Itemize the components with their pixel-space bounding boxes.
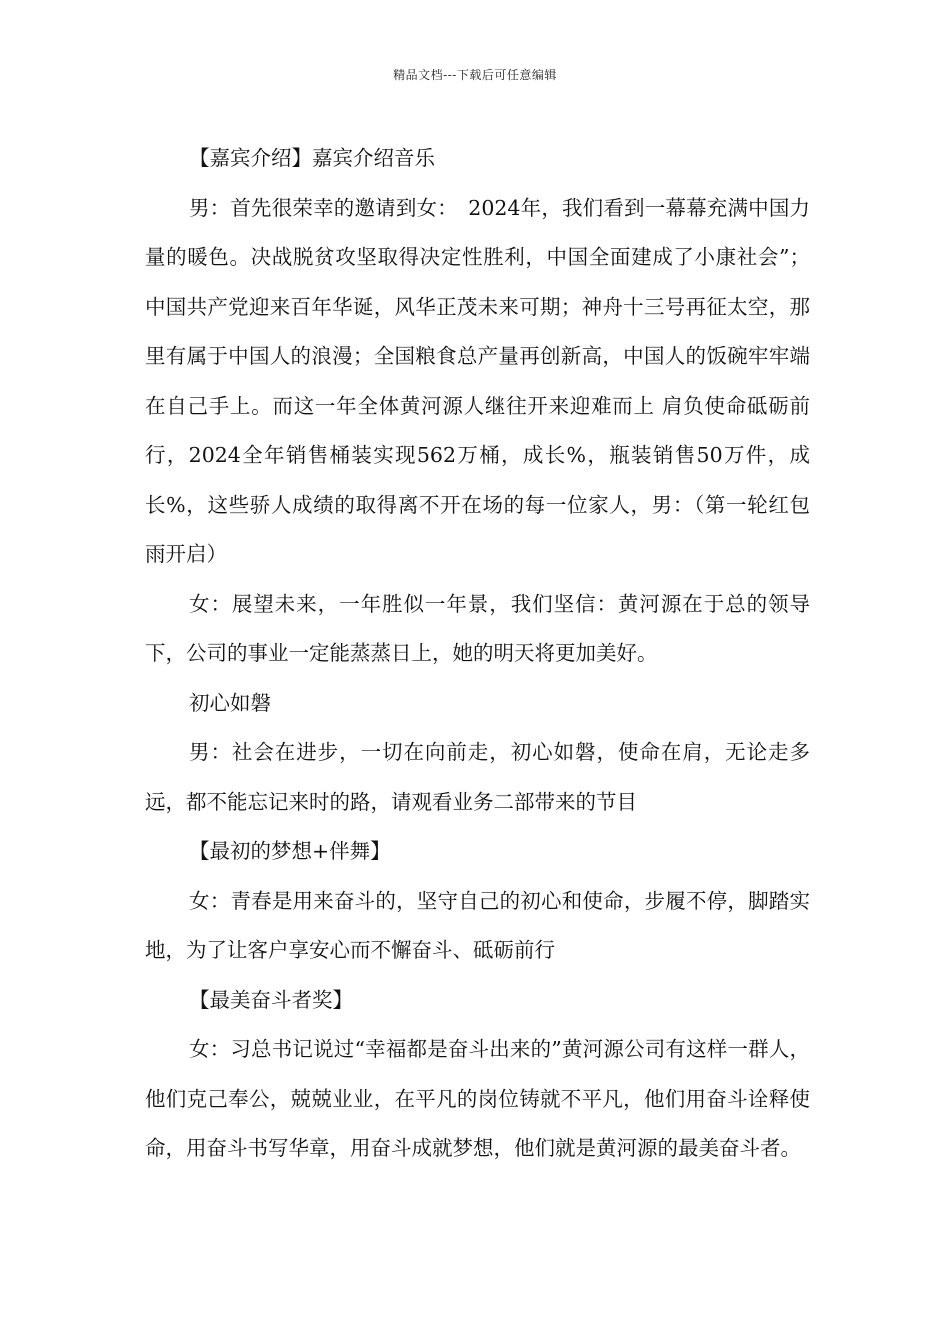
paragraph-guest-intro: 【嘉宾介绍】嘉宾介绍音乐	[189, 146, 435, 170]
paragraph-female-strivers: 女：习总书记说过“幸福都是奋斗出来的”黄河源公司有这样一群人，他们克己奉公，兢兢业业，在平凡的岗位铸就不平凡，他们用奋斗诠释使命，用奋斗书写华章，用奋斗成就梦想，他们就是黄河源的最美奋斗者。	[145, 1037, 810, 1160]
document-body	[145, 134, 810, 1174]
paragraph-program-dream: 【最初的梦想+伴舞】	[189, 839, 391, 863]
paragraph-male-opening: 男：首先很荣幸的邀请到女： 2024年，我们看到一幕幕充满中国力量的暖色。决战脱贫攻坚取得决定性胜利，中国全面建成了小康社会”；中国共产党迎来百年华诞，风华正茂未来可期；神舟十三号再征太空，那里有属于中国人的浪漫；全国粮食总产量再创新高，中国人的饭碗牢牢端在自己手上。而这一年全体黄河源人继往开来迎难而上 肩负使命砥砺前行，2024全年销售桶装实现562万桶，成长%，瓶装销售50万件，成长%，这些骄人成绩的取得离不开在场的每一位家人，男：（第一轮红包雨开启）	[145, 195, 810, 566]
paragraph-female-youth: 女：青春是用来奋斗的，坚守自己的初心和使命，步履不停，脚踏实地，为了让客户享安心而不懈奋斗、砥砺前行	[145, 888, 810, 962]
paragraph-male-progress: 男：社会在进步，一切在向前走，初心如磐，使命在肩，无论走多远，都不能忘记来时的路，请观看业务二部带来的节目	[145, 740, 810, 814]
paragraph-award-title: 【最美奋斗者奖】	[189, 987, 353, 1012]
paragraph-female-outlook: 女：展望未来，一年胜似一年景，我们坚信：黄河源在于总的领导下，公司的事业一定能蒸蒸日上，她的明天将更加美好。	[145, 591, 810, 665]
page-header: 精品文档---下载后可任意编辑	[393, 68, 557, 82]
paragraph-section-title: 初心如磐	[189, 690, 271, 715]
